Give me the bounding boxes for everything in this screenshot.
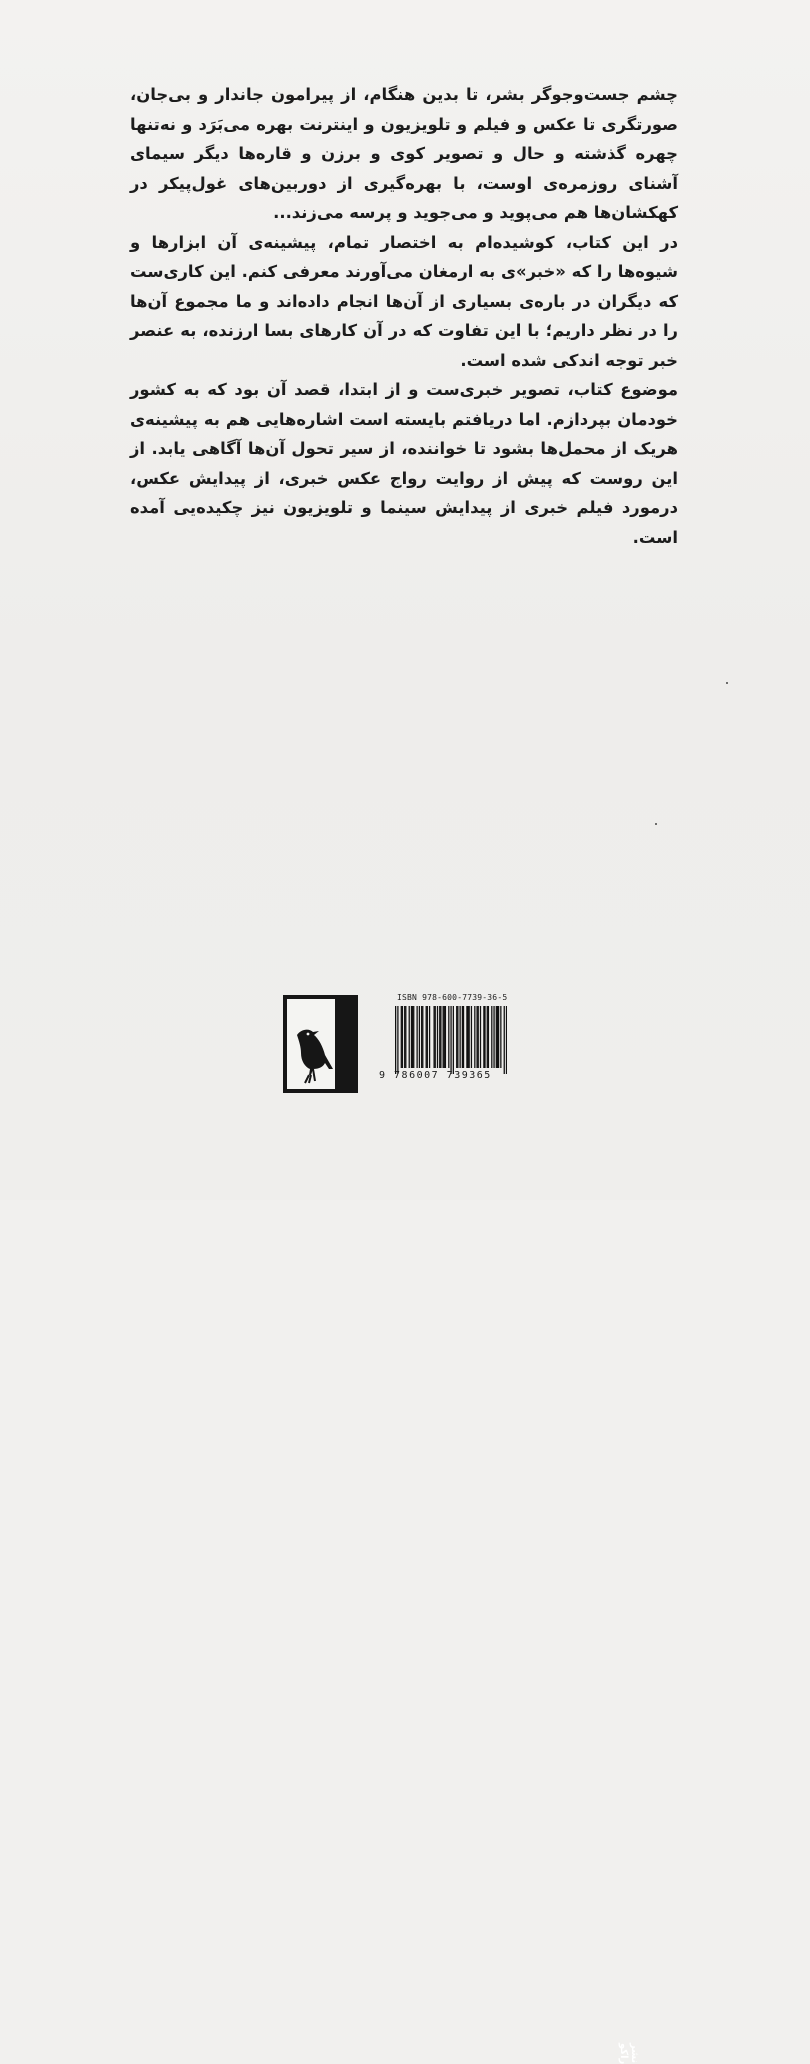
blurb-paragraph-1: چشم جست‌وجوگر بشر، تا بدین هنگام، از پیرامون جاندار و بی‌جان، صورتگری تا عکس و فیلم و تلویزیون و اینترنت بهره می‌بَرَد و نه‌تنها چهره گذشته و حال و تصویر کوی و برزن و قاره‌ها دیگر سیمای آشنای روزمره‌ی اوست، با بهره‌گیری از دوربین‌های غول‌پیکر در کهکشان‌ها هم می‌پوید و می‌جوید و پرسه می‌زند... [130, 85, 678, 222]
barcode-bar [401, 1006, 402, 1068]
barcode-bar [480, 1006, 481, 1068]
barcode-bar [498, 1006, 499, 1068]
barcode-bar [469, 1006, 470, 1068]
isbn-digits: 9 786007 739365 [379, 1070, 492, 1081]
barcode-bar [412, 1006, 413, 1068]
barcode-bar [493, 1006, 494, 1068]
barcode-bar [422, 1006, 423, 1068]
publisher-name: نشر راکو [618, 2043, 640, 2064]
barcode-bar [411, 1006, 412, 1068]
blurb-text [130, 80, 678, 552]
barcode-bar [453, 1006, 454, 1074]
blurb-paragraph-3: موضوع کتاب، تصویر خبری‌ست و از ابتدا، قصد آن بود که به کشور خودمان بپردازم. اما دریافتم بایسته است اشاره‌هایی هم به پیشینه‌ی هریک از محمل‌ها بشود تا خواننده، از سیر تحول آن‌ها آگاهی یابد. از این روست که پیش از روایت رواج عکس خبری، از پیدایش عکس، درمورد فیلم خبری از پیدایش سینما و تلویزیون نیز چکیده‌یی آمده است. [130, 380, 678, 547]
barcode-bar [496, 1006, 497, 1068]
blurb-paragraph-2: در این کتاب، کوشیده‌ام به اختصار تمام، پیشینه‌ی آن ابزارها و شیوه‌ها را که «خبر»ی به ارمغان می‌آورند معرفی کنم. این کاری‌ست که دیگران در باره‌ی بسیاری از آن‌ها انجام داده‌اند و ما مجموع آن‌ها را در نظر داریم؛ با این تفاوت که در آن کارهای بسا ارزنده، به عنصر خبر توجه اندکی شده است. [130, 232, 678, 370]
barcode-bars [395, 1006, 507, 1074]
barcode-bar [443, 1006, 444, 1068]
barcode-bar [450, 1006, 451, 1074]
paper-speck [726, 682, 728, 684]
barcode-bar [439, 1006, 440, 1068]
barcode-bar [463, 1006, 464, 1068]
barcode-bar [402, 1006, 403, 1068]
barcode-bar [474, 1006, 475, 1068]
barcode-bar [448, 1006, 449, 1068]
barcode-bar [457, 1006, 458, 1068]
barcode-bar [437, 1006, 438, 1068]
barcode-bar [466, 1006, 467, 1068]
barcode-bar [487, 1006, 488, 1068]
barcode-bar [491, 1006, 492, 1068]
barcode-bar [445, 1006, 446, 1068]
barcode-bar [397, 1006, 398, 1074]
barcode-bar [478, 1006, 479, 1068]
barcode-bar [483, 1006, 484, 1068]
barcode-bar [444, 1006, 445, 1068]
barcode-bar [421, 1006, 422, 1068]
crow-icon [283, 995, 358, 1093]
paper-speck [655, 823, 657, 825]
barcode-bar [467, 1006, 468, 1068]
barcode-bar [488, 1006, 489, 1068]
barcode-bar [459, 1006, 460, 1068]
barcode-bar [413, 1006, 414, 1068]
barcode-bar [395, 1006, 396, 1074]
barcode-bar [404, 1006, 405, 1068]
barcode-bar [506, 1006, 507, 1074]
barcode-bar [435, 1006, 436, 1068]
barcode-bar [429, 1006, 430, 1068]
barcode-bar [497, 1006, 498, 1068]
barcode-bar [476, 1006, 477, 1068]
barcode-bar [427, 1006, 428, 1068]
barcode-bar [484, 1006, 485, 1068]
barcode-bar [416, 1006, 417, 1068]
barcode-bar [433, 1006, 434, 1068]
barcode-bar [462, 1006, 463, 1068]
isbn-label: ISBN 978-600-7739-36-5 [397, 993, 508, 1002]
barcode-bar [471, 1006, 472, 1068]
barcode-bar [409, 1006, 410, 1068]
isbn-barcode [365, 990, 515, 1095]
barcode-bar [504, 1006, 505, 1074]
barcode-bar [456, 1006, 457, 1068]
barcode-bar [405, 1006, 406, 1068]
barcode-bar [426, 1006, 427, 1068]
barcode-bar [500, 1006, 501, 1068]
barcode-bar [419, 1006, 420, 1068]
barcode-bar [440, 1006, 441, 1068]
